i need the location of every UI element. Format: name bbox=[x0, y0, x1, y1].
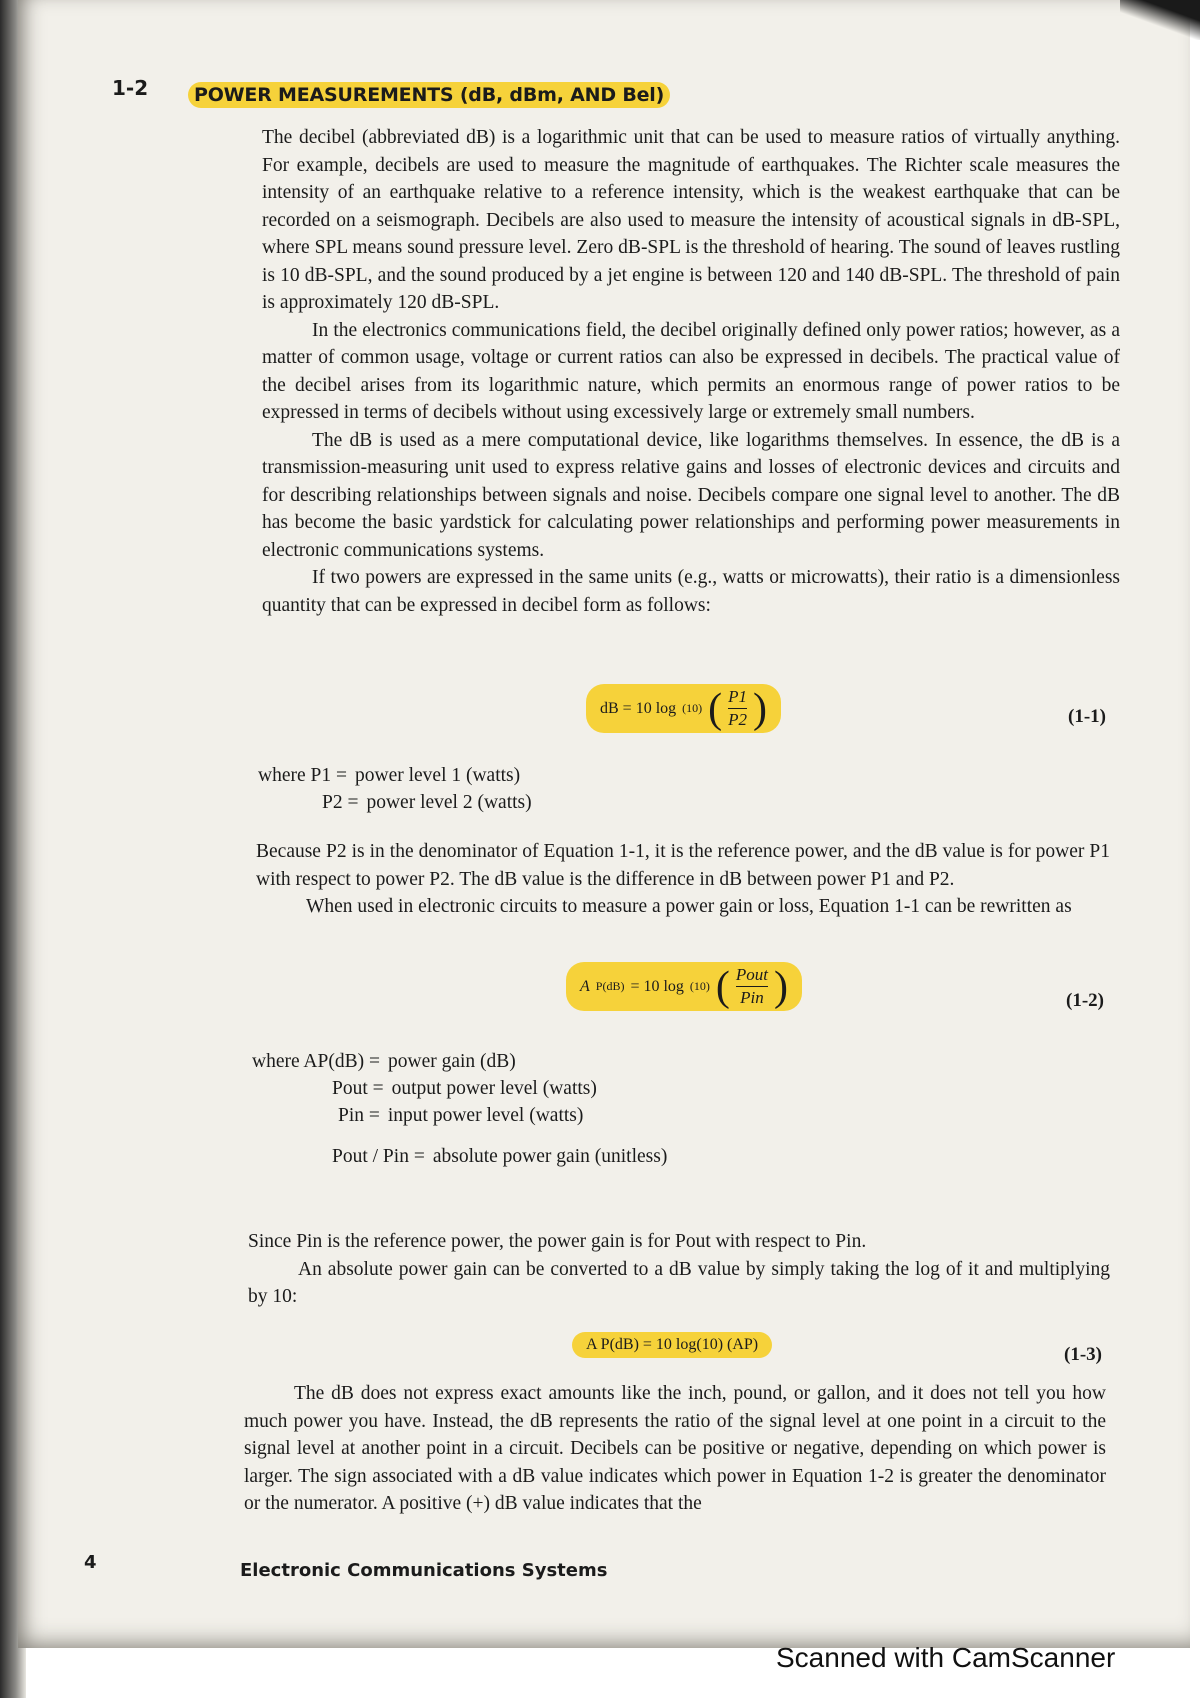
page-number: 4 bbox=[84, 1552, 97, 1573]
footer-book-title: Electronic Communications Systems bbox=[240, 1560, 608, 1581]
where-row: Pout / Pin = absolute power gain (unitless) bbox=[332, 1146, 668, 1167]
section-title: POWER MEASUREMENTS (dB, dBm, AND Bel) bbox=[188, 84, 670, 106]
where-row: where AP(dB) = power gain (dB) bbox=[252, 1051, 516, 1072]
page-corner-shadow bbox=[1120, 0, 1200, 40]
where-row: Pin = input power level (watts) bbox=[338, 1105, 584, 1126]
where-row: P2 = power level 2 (watts) bbox=[322, 792, 532, 813]
where-row: Pout = output power level (watts) bbox=[332, 1078, 597, 1099]
where-list-2 bbox=[252, 1048, 667, 1170]
where-list-1 bbox=[258, 762, 532, 816]
section-number: 1-2 bbox=[112, 76, 149, 100]
paragraph-db-sign: The dB does not express exact amounts like the inch, pound, or gallon, and it does not tell you how much power you have. Instead, the dB represents the ratio of the signal level at one point in a circuit to the signal level at another point in a circuit. Decibels can be positive or negative, depending on which power is larger. The sign associated with a dB value indicates which power in Equation 1-2 is greater the denominator or the numerator. A positive (+) dB value indicates that the bbox=[244, 1383, 1106, 1514]
where-row: where P1 = power level 1 (watts) bbox=[258, 765, 521, 786]
fraction-pout-pin: $\frac{\text{Pout}}{\text{Pin}}$ bbox=[735, 965, 769, 1007]
equation-1-1: dB = 10 log (10) ( $\frac{P1}{P2}$ ) bbox=[586, 684, 781, 733]
equation-label-1-2: (1-2) bbox=[1066, 990, 1104, 1011]
equation-1-2: A P(dB) = 10 log (10) ( $\frac{\text{Pout}}{\text{Pin}}$ ) bbox=[566, 962, 802, 1011]
fraction-p1-p2: $\frac{P1}{P2}$ bbox=[728, 687, 748, 729]
paragraph-reference-power: Because P2 is in the denominator of Equation 1-1, it is the reference power, and the dB value is for power P1 with respect to power P2. The dB value is the difference in dB between power P1 and P2. When used in electronic circuits to measure a power gain or loss, Equation 1-1 can be rewritten as bbox=[256, 841, 1110, 917]
camscanner-watermark: Scanned with CamScanner bbox=[776, 1642, 1116, 1673]
equation-label-1-1: (1-1) bbox=[1068, 706, 1106, 727]
paragraph-absolute-gain: Since Pin is the reference power, the power gain is for Pout with respect to Pin. An absolute power gain can be converted to a dB value by simply taking the log of it and multiplying by 10: bbox=[248, 1231, 1110, 1307]
equation-label-1-3: (1-3) bbox=[1064, 1344, 1102, 1365]
paragraph-decibel-intro: The decibel (abbreviated dB) is a logarithmic unit that can be used to measure ratios of virtually anything. For example, decibels are used to measure the magnitude of earthquakes. The Richter scale measures the intensity of an earthquake relative to a reference intensity, which is the weakest earthquake that can be recorded on a seismograph. Decibels are also used to measure the intensity of acoustical signals in dB-SPL, where SPL means sound pressure level. Zero dB-SPL is the threshold of hearing. The sound of leaves rustling is 10 dB-SPL, and the sound produced by a jet engine is between 120 and 140 dB-SPL. The threshold of pain is approximately 120 dB-SPL. In the electronics communications field, the decibel originally defined only power ratios; however, as a matter of common usage, voltage or current ratios can also be expressed in decibels. The practical value of the decibel arises from its logarithmic nature, which permits an enormous range of power ratios to be expressed in terms of decibels without using excessively large or extremely small numbers. The dB is used as a mere computational device, like logarithms themselves. In essence, the dB is a transmission-measuring unit used to express relative gains and losses of electronic devices and circuits and for describing relationships between signals and noise. Decibels compare one signal level to another. The dB has become the basic yardstick for calculating power relationships and performing power measurements in electronic communications systems. If two powers are expressed in the same units (e.g., watts or microwatts), their ratio is a dimensionless quantity that can be expressed in decibel form as follows: bbox=[262, 127, 1120, 616]
equation-1-3: A P(dB) = 10 log(10) (AP) bbox=[572, 1332, 772, 1358]
